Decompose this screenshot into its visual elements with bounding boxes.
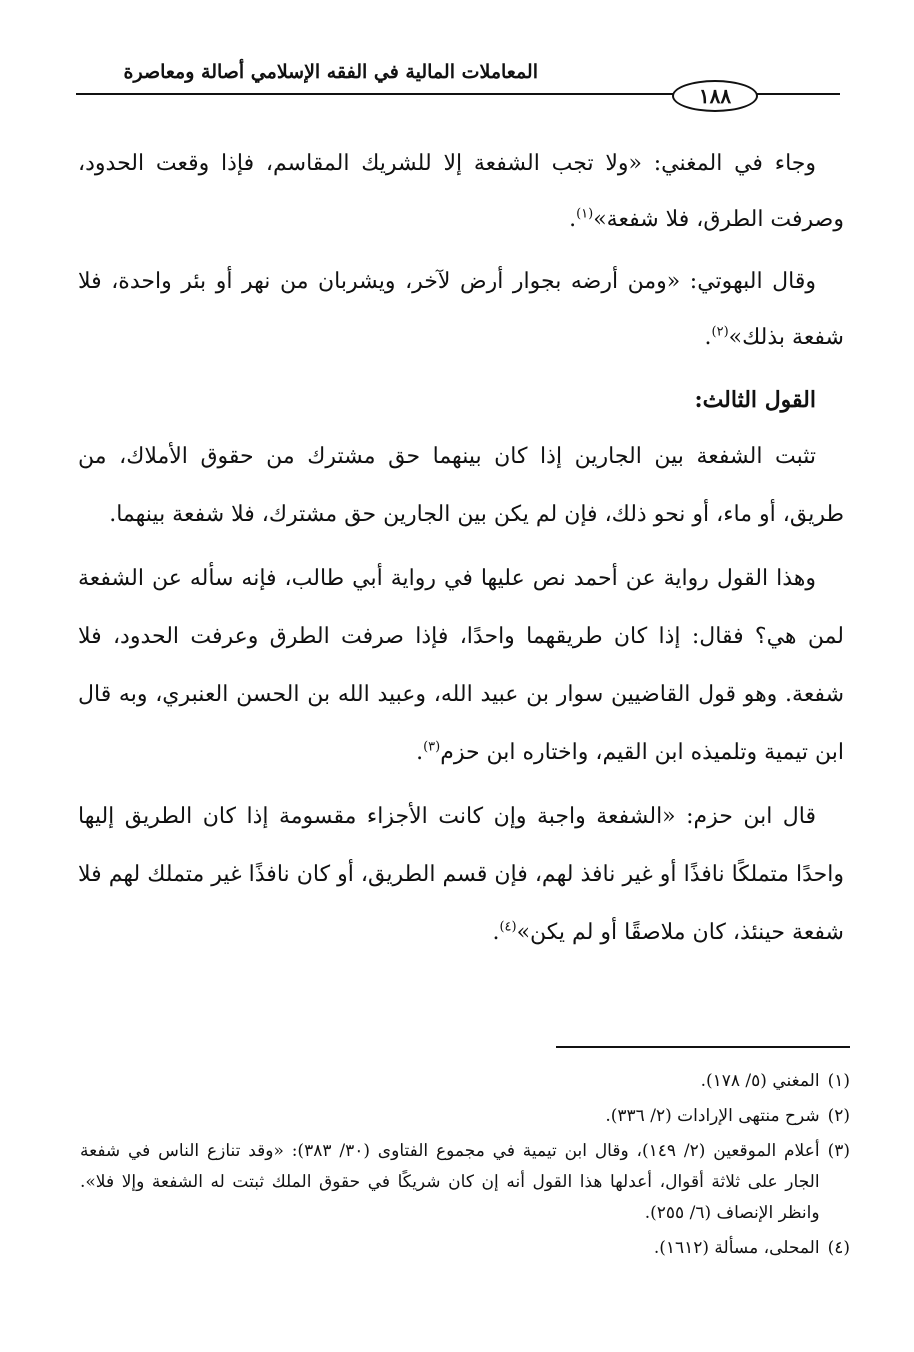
footnote-item xyxy=(80,1066,850,1097)
paragraph-end: . xyxy=(416,740,424,765)
paragraph-text: وجاء في المغني: «ولا تجب الشفعة إلا للشريك المقاسم، فإذا وقعت الحدود، وصرفت الطرق، فلا شفعة» xyxy=(78,151,844,232)
footnote-item xyxy=(80,1136,850,1229)
paragraph-third-opinion xyxy=(78,428,844,544)
footnote-ref-4: (٤) xyxy=(499,919,517,935)
footnote-number: (٤) xyxy=(827,1238,850,1258)
paragraph-text: وقال البهوتي: «ومن أرضه بجوار أرض لآخر، ويشربان من نهر أو بئر واحدة، فلا شفعة بذلك» xyxy=(78,269,844,350)
paragraph-end: . xyxy=(492,920,500,945)
paragraph-text: قال ابن حزم: «الشفعة واجبة وإن كانت الأجزاء مقسومة إذا كان الطريق إليها واحدًا متملكًا نافذًا أو غير نافذ لهم، فإن قسم الطريق، أو كان نافذًا غير متملك لهم فلا شفعة حينئذ، كان ملاصقًا أو لم يكن» xyxy=(78,804,844,945)
footnote-ref-1: (١) xyxy=(576,206,594,222)
footnote-text: أعلام الموقعين (٢/ ١٤٩)، وقال ابن تيمية في مجموع الفتاوى (٣٠/ ٣٨٣): «وقد تنازع الناس في شفعة الجار على ثلاثة أقوال، أعدلها هذا القول أنه إن كان شريكًا في حقوق الملك ثبتت له الشفعة وإلا فلا». وانظر الإنصاف (٦/ ٢٥٥). xyxy=(80,1141,820,1223)
paragraph-buhuti-quote xyxy=(78,254,844,366)
footnote-number: (٣) xyxy=(827,1141,850,1161)
footnote-text: المحلى، مسألة (١٦١٢). xyxy=(653,1238,820,1258)
paragraph-mughni-quote xyxy=(78,136,844,248)
page-number-badge: ١٨٨ xyxy=(672,80,758,112)
footnote-number: (٢) xyxy=(827,1106,850,1126)
footnote-item xyxy=(80,1233,850,1264)
paragraph-end: . xyxy=(704,325,712,350)
footnote-ref-3: (٣) xyxy=(423,739,441,755)
footnote-item xyxy=(80,1101,850,1132)
section-heading-third-opinion: القول الثالث: xyxy=(694,387,816,413)
footnote-number: (١) xyxy=(827,1071,850,1091)
paragraph-ahmad-narration xyxy=(78,550,844,782)
main-text xyxy=(78,136,844,968)
running-header-title: المعاملات المالية في الفقه الإسلامي أصالة ومعاصرة xyxy=(123,61,538,83)
paragraph-ibn-hazm-quote xyxy=(78,788,844,962)
paragraph-text: تثبت الشفعة بين الجارين إذا كان بينهما حق مشترك من حقوق الأملاك، من طريق، أو ماء، أو نحو ذلك، فإن لم يكن بين الجارين حق مشترك، فلا شفعة بينهما. xyxy=(78,444,844,527)
paragraph-text: وهذا القول رواية عن أحمد نص عليها في رواية أبي طالب، فإنه سأله عن الشفعة لمن هي؟ فقال: إذا كان طريقهما واحدًا، فإذا صرفت الطرق وعرفت الحدود، فلا شفعة. وهو قول القاضيين سوار بن عبيد الله، وعبيد الله بن الحسن العنبري، وبه قال ابن تيمية وتلميذه ابن القيم، واختاره ابن حزم xyxy=(78,566,844,765)
footnote-text: المغني (٥/ ١٧٨). xyxy=(700,1071,820,1091)
footnote-separator xyxy=(556,1046,850,1048)
paragraph-end: . xyxy=(569,207,577,232)
footnote-ref-2: (٢) xyxy=(711,324,729,340)
footnotes xyxy=(80,1066,850,1268)
footnote-text: شرح منتهى الإرادات (٢/ ٣٣٦). xyxy=(605,1106,820,1126)
